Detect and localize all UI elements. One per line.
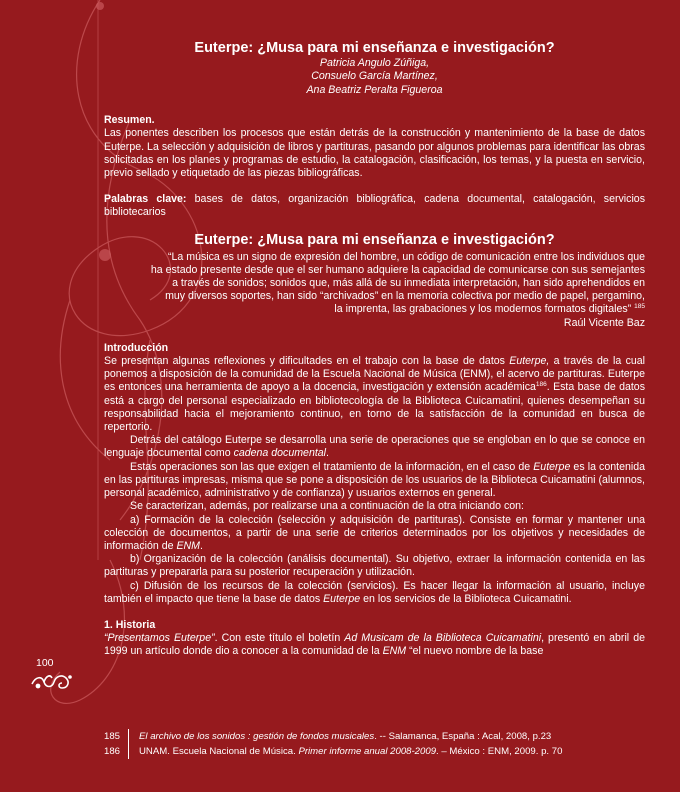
text-run: en los servicios de la Biblioteca Cuicamatini. <box>360 592 572 605</box>
author-name: Consuelo García Martínez, <box>311 70 438 83</box>
footnotes <box>104 729 664 759</box>
abstract-heading: Resumen. <box>104 114 155 127</box>
historia-heading: 1. Historia <box>104 618 156 631</box>
text-run: ENM <box>382 645 407 658</box>
keywords <box>104 193 645 219</box>
text-run: Se presentan algunas reflexiones y dificultades en el trabajo con la base de datos <box>104 355 510 368</box>
text-run: . <box>199 539 203 552</box>
footnote-divider <box>128 744 139 759</box>
footnote-text: . – México : ENM, 2009. p. 70 <box>436 746 563 757</box>
abstract-text: Las ponentes describen los procesos que están detrás de la construcción y mantenimiento de la base de datos Euterpe. La selección y adquisición de libros y partituras, pasando por algunos problemas para identificar las obras solicitadas en los planes y programas de estudio, la catalogación, clasificación, los temas, y la puesta en servicio, previo sellado y etiquetado de las piezas bibliográficas. <box>104 127 645 180</box>
epigraph-attribution: Raúl Vicente Baz <box>563 316 645 329</box>
footnote <box>104 729 664 744</box>
intro-list-item: b) Organización de la colección (análisis documental). Su objetivo, extraer la información contenida en las partituras y prepararla para su posterior recuperación y utilización. <box>104 553 645 579</box>
text-run: Ad Musicam de la Biblioteca Cuicamatini <box>344 632 542 645</box>
text-run: Estas operaciones son las que exigen el tratamiento de la información, en el caso de <box>130 460 534 473</box>
epigraph-quote <box>104 251 645 330</box>
historia-paragraph <box>104 632 645 658</box>
intro-paragraph: Se caracterizan, además, por realizarse una a continuación de la otra iniciando con: <box>130 500 524 513</box>
text-run: . <box>326 447 329 460</box>
footnote-divider <box>128 729 139 744</box>
text-run: a través de la cual ponemos a disposición de la comunidad de la Escuela Nacional de Música (ENM), el acervo de partituras. Euterpe es entonces una herramienta de apoyo a la docencia, investigación y extensión académica <box>104 355 646 394</box>
footnote-text: . -- Salamanca, España : Acal, 2008, p.23 <box>374 731 552 742</box>
intro-paragraph <box>104 355 645 434</box>
author-name: Ana Beatriz Peralta Figueroa <box>306 83 443 96</box>
article <box>104 40 645 659</box>
epigraph-line: ha estado presente desde que el ser humano adquiere la capacidad de comunicarse con sus semejantes <box>150 263 645 276</box>
footnote-text: UNAM. Escuela Nacional de Música. <box>139 746 299 757</box>
intro-paragraph <box>104 461 645 501</box>
author-name: Patricia Angulo Zúñiga, <box>319 57 430 69</box>
epigraph-line: a través de sonidos; sonidos que, más allá de su inmediata interpretación, han sido aprehendidos en <box>172 277 645 290</box>
epigraph-line: la imprenta, las grabaciones y los modernos formatos digitales” <box>334 303 632 316</box>
text-run: . Esta base de datos está a cargo del personal especializado en bibliotecología de la Biblioteca Cuicamatini, quienes desempeñan su responsabilidad hacia el mejoramiento continuo, en torno de la satisfacción de la comunidad en busca de repertorio. <box>104 381 645 434</box>
text-run: a) Formación de la colección (selección y adquisición de partituras). Consiste en formar y mantener una colección de documentos, a partir de una serie de criterios determinados por los objetivos y necesidades de información de <box>104 513 645 552</box>
footnote-ref[interactable]: 186 <box>535 381 547 389</box>
intro-list-item <box>104 580 645 606</box>
intro-list-item <box>104 514 645 554</box>
footnote-ref[interactable]: 185 <box>634 303 645 311</box>
epigraph-title: Euterpe: ¿Musa para mi enseñanza e investigación? <box>194 231 555 248</box>
footnote-number: 186 <box>104 746 121 757</box>
text-run: Euterpe <box>533 460 571 473</box>
text-run: “Presentamos Euterpe” <box>104 632 215 645</box>
footnote-title: El archivo de los sonidos : gestión de fondos musicales <box>139 731 375 742</box>
text-run: Detrás del catálogo Euterpe se desarrolla una serie de operaciones que se engloban en lo que se conoce en lenguaje documental como <box>104 434 645 460</box>
page-number: 100 <box>36 657 54 669</box>
keywords-text: bases de datos, organización bibliográfica, cadena documental, catalogación, servicios bibliotecarios <box>104 193 645 219</box>
intro-heading: Introducción <box>104 341 169 354</box>
epigraph-line: muy diversos soportes, han sido “archivados” en la memoria colectiva por medio de papel, pergamino, <box>165 290 645 303</box>
music-note-ornament <box>30 672 74 692</box>
text-run: , presentó en abril de 1999 un artículo donde dio a conocer a la comunidad de la <box>104 632 645 658</box>
text-run: c) Difusión de los recursos de la colección (servicios). Es hacer llegar la información al usuario, incluye también el impacto que tiene la base de datos <box>104 579 645 605</box>
footnote-title: Primer informe anual 2008-2009 <box>298 746 437 757</box>
text-run: “el nuevo nombre de la base <box>406 645 544 658</box>
text-run: cadena documental <box>233 447 327 460</box>
text-run: Euterpe <box>323 592 361 605</box>
footnote <box>104 744 664 759</box>
epigraph-line: “La música es un signo de expresión del hombre, un código de comunicación entre los individuos que <box>167 250 645 263</box>
text-run: Euterpe, <box>509 355 550 368</box>
author-list <box>104 57 645 97</box>
article-title: Euterpe: ¿Musa para mi enseñanza e investigación? <box>194 40 555 56</box>
keywords-label: Palabras clave: <box>104 193 187 206</box>
intro-paragraph <box>104 434 645 460</box>
footnote-number: 185 <box>104 731 121 742</box>
text-run: ENM <box>176 539 200 552</box>
text-run: . Con este título el boletín <box>214 632 345 645</box>
text-run: es la contenida en las partituras impresas, misma que se pone a disposición de los usuarios de la Biblioteca Cuicamatini (alumnos, personal académico, administrativo y de confianza) y usuarios externos en general. <box>104 460 645 500</box>
